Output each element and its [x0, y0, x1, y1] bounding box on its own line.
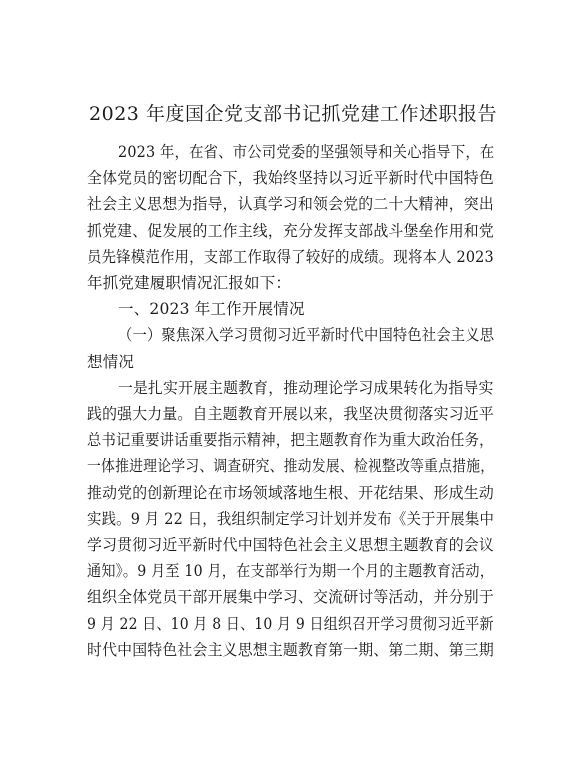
- body-line: 时代中国特色社会主义思想主题教育第一期、第二期、第三期: [87, 641, 494, 659]
- body-line: 总书记重要讲话重要指示精神，把主题教育作为重大政治任务，: [87, 431, 494, 449]
- body-line: 实践。9 月 22 日，我组织制定学习计划并发布《关于开展集中: [87, 510, 495, 528]
- body-line: 推动党的创新理论在市场领域落地生根、开花结果、形成生动: [87, 484, 494, 502]
- body-line: 全体党员的密切配合下，我始终坚持以习近平新时代中国特色: [87, 169, 494, 187]
- body-line: 员先锋模范作用，支部工作取得了较好的成绩。现将本人 2023: [87, 248, 494, 266]
- body-line: 通知》。9 月至 10 月，在支部举行为期一个月的主题教育活动，: [87, 562, 495, 580]
- body-line: 一、2023 年工作开展情况: [118, 300, 305, 318]
- body-line: 想情况: [87, 353, 135, 371]
- body-line: 组织全体党员干部开展集中学习、交流研讨等活动，并分别于: [87, 588, 494, 606]
- body-line: 一是扎实开展主题教育，推动理论学习成果转化为指导实: [118, 379, 494, 397]
- body-line: 社会主义思想为指导，认真学习和领会党的二十大精神，突出: [87, 195, 494, 213]
- body-line: （一）聚焦深入学习贯彻习近平新时代中国特色社会主义思: [118, 326, 495, 344]
- body-line: 2023 年，在省、市公司党委的坚强领导和关心指导下，在: [118, 143, 495, 161]
- body-line: 年抓党建履职情况汇报如下：: [87, 274, 292, 292]
- body-line: 学习贯彻习近平新时代中国特色社会主义思想主题教育的会议: [87, 536, 494, 554]
- body-line: 一体推进理论学习、调查研究、推动发展、检视整改等重点措施，: [87, 457, 495, 475]
- document-title: 2023 年度国企党支部书记抓党建工作述职报告: [89, 103, 497, 125]
- body-line: 9 月 22 日、10 月 8 日、10 月 9 日组织召开学习贯彻习近平新: [87, 615, 494, 633]
- body-line: 抓党建、促发展的工作主线，充分发挥支部战斗堡垒作用和党: [87, 222, 494, 240]
- body-line: 践的强大力量。自主题教育开展以来，我坚决贯彻落实习近平: [87, 405, 494, 423]
